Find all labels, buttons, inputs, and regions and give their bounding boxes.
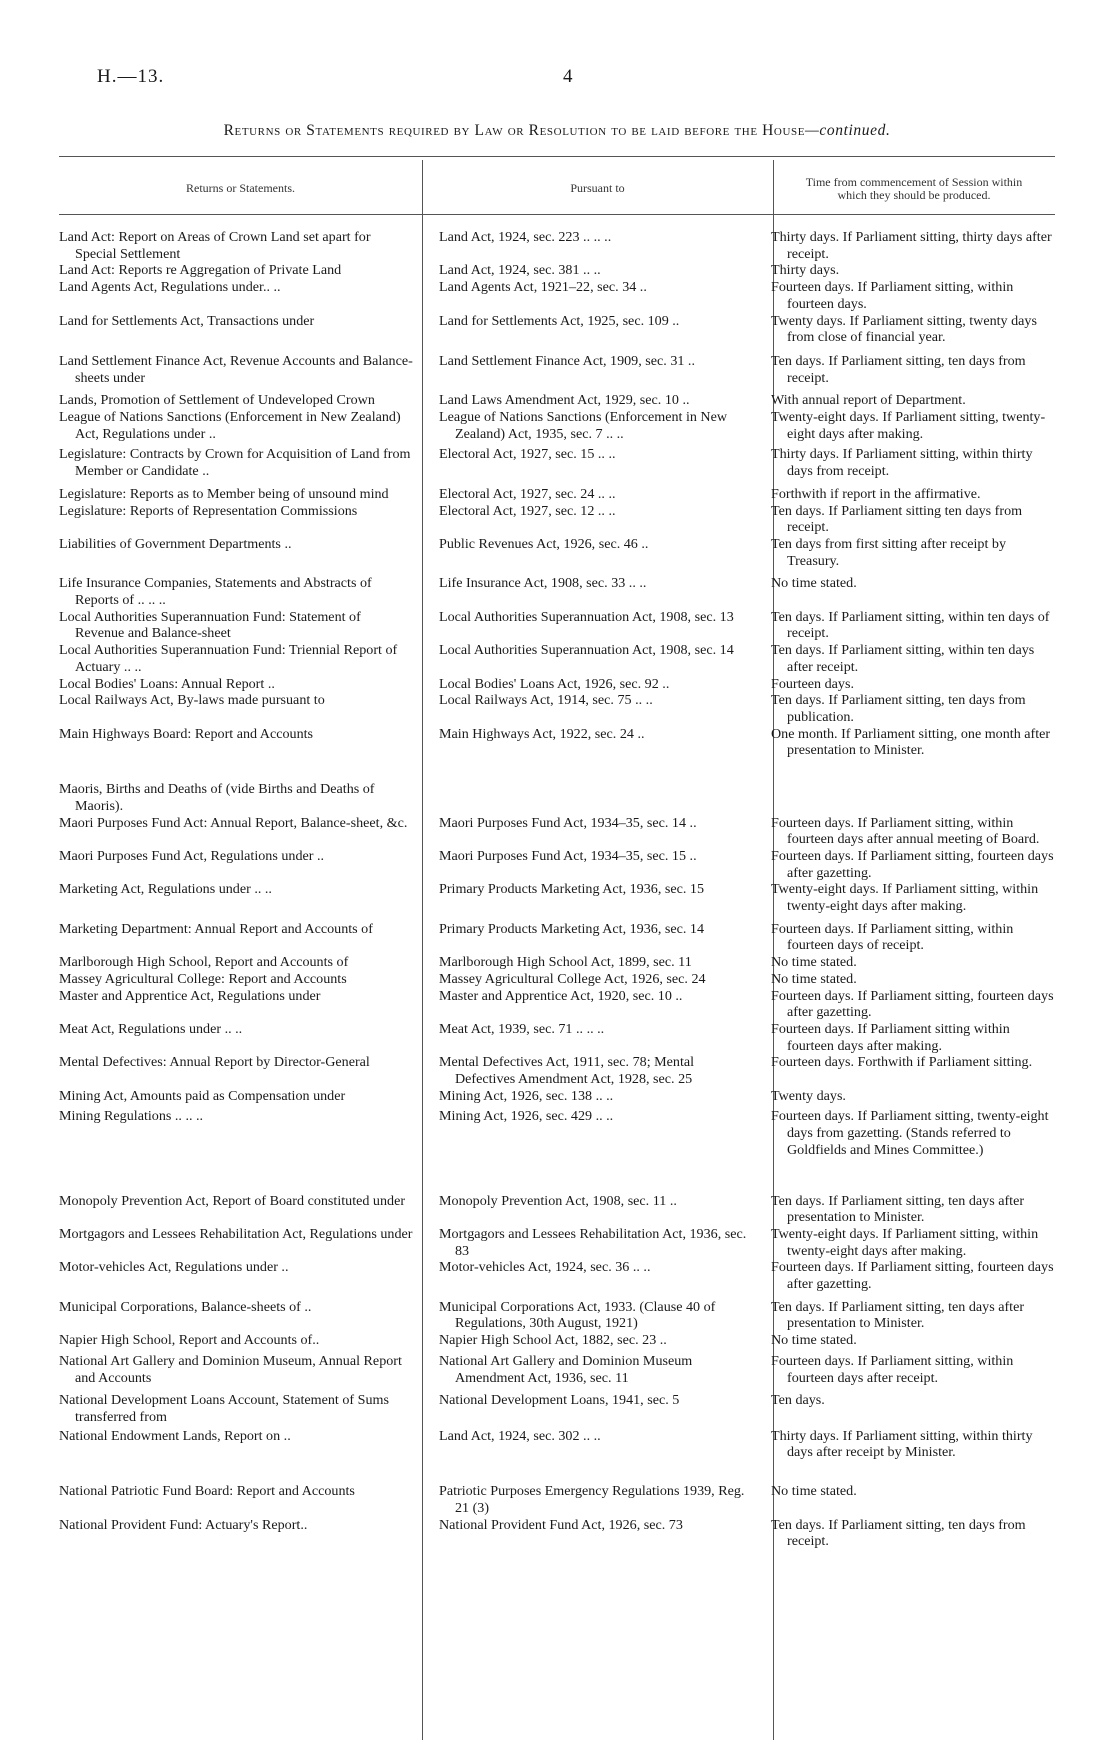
time-cell (761, 1299, 1055, 1332)
document-reference: H.—13. (97, 66, 165, 87)
pursuant-cell-text: Napier High School Act, 1882, sec. 23 .. (439, 1332, 667, 1349)
table-row (59, 409, 1055, 446)
time-cell-text: Fourteen days. If Parliament sitting, fourteen days after gazetting. (771, 1259, 1054, 1293)
returns-cell (59, 988, 427, 1021)
returns-cell-text: Mining Regulations .. .. .. (59, 1108, 204, 1125)
returns-cell-text: Maori Purposes Fund Act: Annual Report, Balance-sheet, &c. (59, 814, 408, 831)
returns-cell (59, 815, 427, 848)
returns-cell-text: Massey Agricultural College: Report and Accounts (59, 970, 347, 987)
time-cell-text: No time stated. (771, 954, 857, 971)
pursuant-cell-text: Mining Act, 1926, sec. 429 .. .. (439, 1108, 614, 1125)
time-cell (761, 642, 1055, 675)
time-cell-text: Ten days. If Parliament sitting, ten days from publication. (771, 692, 1026, 725)
returns-table (59, 229, 1055, 1550)
table-row (59, 503, 1055, 536)
time-cell-text: Ten days. If Parliament sitting, ten days from receipt. (771, 352, 1026, 386)
time-cell (761, 392, 1055, 409)
time-cell-text: Ten days. If Parliament sitting ten days from receipt. (771, 502, 1023, 536)
returns-cell (59, 575, 427, 608)
table-row (59, 536, 1055, 575)
returns-cell-text: National Patriotic Fund Board: Report and Accounts (59, 1483, 355, 1500)
returns-cell (59, 1332, 427, 1353)
page-number: 4 (563, 66, 573, 87)
time-cell (761, 815, 1055, 848)
returns-cell-text: Mining Act, Amounts paid as Compensation under (59, 1087, 346, 1104)
pursuant-cell-text: Massey Agricultural College Act, 1926, sec. 24 (439, 970, 706, 987)
time-cell-text: No time stated. (771, 970, 857, 987)
table-row (59, 1193, 1055, 1226)
time-cell (761, 609, 1055, 642)
time-cell (761, 262, 1055, 279)
returns-cell (59, 1483, 427, 1516)
time-cell (761, 1428, 1055, 1483)
pursuant-cell-text: Public Revenues Act, 1926, sec. 46 .. (439, 535, 649, 552)
time-cell (761, 486, 1055, 503)
column-header-time-line1: Time from commencement of Session within (805, 175, 1023, 189)
returns-cell-text: Marketing Department: Annual Report and Accounts of (59, 920, 373, 937)
time-cell (761, 409, 1055, 446)
pursuant-cell-text: Main Highways Act, 1922, sec. 24 .. (439, 725, 645, 742)
time-cell-text: Twenty-eight days. If Parliament sitting, twenty-eight days after making. (771, 409, 1046, 442)
header-bottom-rule (59, 214, 1055, 215)
pursuant-cell (427, 503, 761, 536)
pursuant-cell-text: Land Act, 1924, sec. 223 .. .. .. (439, 229, 612, 245)
table-row (59, 971, 1055, 988)
returns-cell-text: Local Railways Act, By-laws made pursuant to (59, 692, 325, 709)
time-cell-text: Twenty days. (771, 1087, 846, 1104)
table-row (59, 954, 1055, 971)
returns-cell-text: Lands, Promotion of Settlement of Undeveloped Crown (59, 392, 375, 409)
pursuant-cell-text: Monopoly Prevention Act, 1908, sec. 11 .. (439, 1192, 677, 1209)
table-row (59, 229, 1055, 262)
pursuant-cell (427, 692, 761, 725)
pursuant-cell (427, 1392, 761, 1427)
table-row (59, 815, 1055, 848)
pursuant-cell (427, 1088, 761, 1109)
returns-cell-text: Municipal Corporations, Balance-sheets of .. (59, 1298, 312, 1315)
returns-cell (59, 1428, 427, 1483)
time-cell-text: Twenty-eight days. If Parliament sitting, within twenty-eight days after making. (771, 881, 1039, 915)
time-cell (761, 229, 1055, 262)
title-continued: —continued. (805, 122, 891, 139)
returns-cell-text: Master and Apprentice Act, Regulations under (59, 987, 321, 1004)
pursuant-cell-text: Local Railways Act, 1914, sec. 75 .. .. (439, 692, 653, 709)
returns-cell (59, 536, 427, 575)
returns-cell (59, 676, 427, 693)
pursuant-cell (427, 1428, 761, 1483)
returns-cell-text: Land Act: Report on Areas of Crown Land set apart for Special Settlement (59, 229, 371, 262)
pursuant-cell-text: Maori Purposes Fund Act, 1934–35, sec. 14 .. (439, 814, 697, 831)
time-cell-text: Fourteen days. (771, 675, 854, 692)
table-row (59, 781, 1055, 814)
table-row (59, 848, 1055, 881)
time-cell-text: Ten days from first sitting after receipt by Treasury. (771, 535, 1007, 569)
table-row (59, 726, 1055, 781)
table-row (59, 1428, 1055, 1483)
time-cell-text: Ten days. If Parliament sitting, within ten days of receipt. (771, 608, 1050, 642)
returns-cell (59, 848, 427, 881)
returns-cell-text: Local Authorities Superannuation Fund: Statement of Revenue and Balance-sheet (59, 608, 361, 642)
table-row (59, 313, 1055, 353)
table-row (59, 1299, 1055, 1332)
table-row (59, 486, 1055, 503)
returns-cell (59, 726, 427, 781)
pursuant-cell (427, 536, 761, 575)
pursuant-cell (427, 971, 761, 988)
time-cell (761, 1353, 1055, 1392)
returns-cell (59, 642, 427, 675)
time-cell-text: Twenty days. If Parliament sitting, twenty days from close of financial year. (771, 312, 1037, 346)
time-cell (761, 1332, 1055, 1353)
time-cell (761, 1193, 1055, 1226)
pursuant-cell (427, 921, 761, 954)
table-row (59, 1332, 1055, 1353)
returns-cell-text: Life Insurance Companies, Statements and Abstracts of Reports of .. .. .. (59, 575, 372, 609)
pursuant-cell-text: Land Agents Act, 1921–22, sec. 34 .. (439, 279, 647, 296)
table-row (59, 988, 1055, 1021)
table-row (59, 1021, 1055, 1054)
time-cell (761, 1392, 1055, 1427)
pursuant-cell-text: National Provident Fund Act, 1926, sec. 73 (439, 1516, 683, 1533)
time-cell-text: Fourteen days. If Parliament sitting, fourteen days after gazetting. (771, 987, 1054, 1021)
pursuant-cell (427, 409, 761, 446)
time-cell-text: One month. If Parliament sitting, one month after presentation to Minister. (771, 725, 1051, 759)
pursuant-cell (427, 881, 761, 920)
returns-cell (59, 921, 427, 954)
pursuant-cell-text: Municipal Corporations Act, 1933. (Clause 40 of Regulations, 30th August, 1921) (439, 1298, 716, 1332)
returns-cell-text: National Art Gallery and Dominion Museum, Annual Report and Accounts (59, 1352, 402, 1386)
pursuant-cell-text: League of Nations Sanctions (Enforcement in New Zealand) Act, 1935, sec. 7 .. .. (439, 409, 728, 442)
pursuant-cell (427, 1483, 761, 1516)
time-cell (761, 1259, 1055, 1298)
pursuant-cell-text: Land Act, 1924, sec. 302 .. .. (439, 1427, 601, 1444)
pursuant-cell-text: Land Laws Amendment Act, 1929, sec. 10 .. (439, 392, 690, 409)
returns-cell (59, 409, 427, 446)
returns-cell (59, 486, 427, 503)
time-cell-text: Fourteen days. If Parliament sitting within fourteen days after making. (771, 1020, 1010, 1054)
time-cell (761, 881, 1055, 920)
time-cell-text: Thirty days. If Parliament sitting, within thirty days after receipt by Minister. (771, 1427, 1033, 1461)
pursuant-cell-text: Local Authorities Superannuation Act, 1908, sec. 13 (439, 608, 734, 625)
time-cell (761, 1483, 1055, 1516)
pursuant-cell (427, 642, 761, 675)
table-row (59, 575, 1055, 608)
time-cell-text: Fourteen days. If Parliament sitting, within fourteen days after receipt. (771, 1352, 1014, 1386)
time-cell-text: Fourteen days. Forthwith if Parliament sitting. (771, 1054, 1033, 1071)
time-cell (761, 279, 1055, 312)
returns-cell (59, 279, 427, 312)
returns-cell-text: Land for Settlements Act, Transactions under (59, 312, 315, 329)
returns-cell-text: Marketing Act, Regulations under .. .. (59, 881, 272, 898)
table-row (59, 1353, 1055, 1392)
time-cell (761, 503, 1055, 536)
table-row (59, 881, 1055, 920)
returns-cell (59, 881, 427, 920)
returns-cell-text: Motor-vehicles Act, Regulations under .. (59, 1259, 289, 1276)
returns-cell (59, 1054, 427, 1087)
returns-cell-text: National Development Loans Account, Statement of Sums transferred from (59, 1392, 389, 1425)
time-cell-text: Ten days. If Parliament sitting, ten days after presentation to Minister. (771, 1298, 1025, 1332)
pursuant-cell (427, 1021, 761, 1054)
pursuant-cell (427, 1299, 761, 1332)
table-row (59, 353, 1055, 392)
time-cell (761, 1226, 1055, 1259)
table-row (59, 1226, 1055, 1259)
time-cell-text: Thirty days. (771, 262, 840, 279)
pursuant-cell (427, 229, 761, 262)
returns-cell-text: Legislature: Contracts by Crown for Acquisition of Land from Member or Candidate .. (59, 446, 411, 480)
time-cell-text: Fourteen days. If Parliament sitting, fourteen days after gazetting. (771, 847, 1054, 881)
pursuant-cell (427, 815, 761, 848)
pursuant-cell-text: Primary Products Marketing Act, 1936, sec. 15 (439, 881, 705, 898)
table-row (59, 262, 1055, 279)
returns-cell (59, 446, 427, 485)
returns-cell-text: Land Settlement Finance Act, Revenue Accounts and Balance-sheets under (59, 352, 413, 386)
time-cell-text: No time stated. (771, 1483, 857, 1500)
column-header-returns: Returns or Statements. (186, 181, 295, 195)
time-cell-text: No time stated. (771, 575, 857, 592)
returns-cell (59, 1392, 427, 1427)
returns-cell (59, 954, 427, 971)
pursuant-cell (427, 1193, 761, 1226)
returns-cell-text: Maori Purposes Fund Act, Regulations under .. (59, 847, 325, 864)
table-row (59, 279, 1055, 312)
pursuant-cell (427, 1259, 761, 1298)
pursuant-cell (427, 279, 761, 312)
time-cell-text: Thirty days. If Parliament sitting, thirty days after receipt. (771, 229, 1052, 262)
returns-cell-text: Mental Defectives: Annual Report by Director-General (59, 1054, 370, 1071)
returns-cell-text: Meat Act, Regulations under .. .. (59, 1020, 243, 1037)
returns-cell (59, 1299, 427, 1332)
time-cell-text: Ten days. (771, 1392, 825, 1409)
column-header-pursuant: Pursuant to (570, 181, 625, 195)
returns-cell-text: Napier High School, Report and Accounts of.. (59, 1332, 320, 1349)
pursuant-cell-text: Maori Purposes Fund Act, 1934–35, sec. 15 .. (439, 847, 697, 864)
time-cell-text: Fourteen days. If Parliament sitting, within fourteen days after annual meeting of Board. (771, 814, 1040, 848)
pursuant-cell (427, 353, 761, 392)
table-row (59, 676, 1055, 693)
time-cell (761, 988, 1055, 1021)
title-main: Returns or Statements required by Law or Resolution to be laid before the House (223, 122, 806, 139)
time-cell (761, 1108, 1055, 1192)
table-row (59, 1392, 1055, 1427)
returns-cell (59, 353, 427, 392)
pursuant-cell (427, 1353, 761, 1392)
pursuant-cell (427, 1108, 761, 1192)
table-row (59, 1108, 1055, 1192)
table-row (59, 1259, 1055, 1298)
pursuant-cell-text: Mortgagors and Lessees Rehabilitation Act, 1936, sec. 83 (439, 1225, 747, 1259)
time-cell (761, 676, 1055, 693)
time-cell (761, 726, 1055, 781)
column-header-time (773, 176, 1055, 202)
time-cell-text: Forthwith if report in the affirmative. (771, 485, 981, 502)
time-cell-text: Fourteen days. If Parliament sitting, within fourteen days. (771, 279, 1014, 312)
pursuant-cell-text: Electoral Act, 1927, sec. 12 .. .. (439, 502, 616, 519)
time-cell-text: Twenty-eight days. If Parliament sitting, within twenty-eight days after making. (771, 1225, 1039, 1259)
time-cell-text: Ten days. If Parliament sitting, ten days after presentation to Minister. (771, 1192, 1025, 1226)
returns-cell (59, 609, 427, 642)
pursuant-cell-text: Land for Settlements Act, 1925, sec. 109 .. (439, 312, 680, 329)
header-top-rule (59, 156, 1055, 157)
time-cell (761, 954, 1055, 971)
returns-cell-text: Legislature: Reports as to Member being of unsound mind (59, 485, 389, 502)
pursuant-cell-text: Mental Defectives Act, 1911, sec. 78; Mental Defectives Amendment Act, 1928, sec. 25 (439, 1054, 695, 1088)
time-cell (761, 446, 1055, 485)
returns-cell-text: Mortgagors and Lessees Rehabilitation Act, Regulations under (59, 1225, 413, 1242)
pursuant-cell-text: National Development Loans, 1941, sec. 5 (439, 1392, 680, 1409)
pursuant-cell (427, 262, 761, 279)
returns-cell (59, 1226, 427, 1259)
pursuant-cell-text: Meat Act, 1939, sec. 71 .. .. .. (439, 1020, 605, 1037)
pursuant-cell-text: Electoral Act, 1927, sec. 15 .. .. (439, 446, 616, 463)
pursuant-cell-text: Local Bodies' Loans Act, 1926, sec. 92 .. (439, 675, 670, 692)
pursuant-cell-text: Land Settlement Finance Act, 1909, sec. 31 .. (439, 352, 695, 369)
time-cell-text: With annual report of Department. (771, 392, 966, 409)
time-cell-text: Ten days. If Parliament sitting, ten days from receipt. (771, 1516, 1026, 1550)
returns-cell (59, 1021, 427, 1054)
returns-cell (59, 1088, 427, 1109)
returns-cell-text: Marlborough High School, Report and Accounts of (59, 954, 349, 971)
table-row (59, 642, 1055, 675)
pursuant-cell (427, 676, 761, 693)
returns-cell (59, 229, 427, 262)
table-row (59, 446, 1055, 485)
returns-cell-text: Legislature: Reports of Representation Commissions (59, 502, 358, 519)
returns-cell-text: Main Highways Board: Report and Accounts (59, 725, 314, 742)
pursuant-cell (427, 848, 761, 881)
pursuant-cell-text: Marlborough High School Act, 1899, sec. 11 (439, 954, 692, 971)
time-cell (761, 575, 1055, 608)
column-header-time-line2: which they should be produced. (837, 188, 991, 202)
pursuant-cell (427, 954, 761, 971)
time-cell (761, 848, 1055, 881)
page-title (0, 122, 1114, 140)
pursuant-cell (427, 988, 761, 1021)
returns-cell-text: Land Act: Reports re Aggregation of Private Land (59, 262, 342, 279)
pursuant-cell (427, 1517, 761, 1550)
pursuant-cell-text: Local Authorities Superannuation Act, 1908, sec. 14 (439, 642, 734, 659)
returns-cell (59, 971, 427, 988)
time-cell (761, 1054, 1055, 1087)
table-row (59, 921, 1055, 954)
returns-cell-text: Maoris, Births and Deaths of (vide Births and Deaths of Maoris). (59, 781, 375, 814)
table-row (59, 609, 1055, 642)
pursuant-cell (427, 446, 761, 485)
pursuant-cell (427, 781, 761, 814)
time-cell (761, 1088, 1055, 1109)
returns-cell (59, 313, 427, 353)
pursuant-cell (427, 1226, 761, 1259)
pursuant-cell (427, 1332, 761, 1353)
pursuant-cell (427, 575, 761, 608)
time-cell (761, 536, 1055, 575)
returns-cell-text: Monopoly Prevention Act, Report of Board constituted under (59, 1192, 406, 1209)
returns-cell (59, 1353, 427, 1392)
pursuant-cell-text: Motor-vehicles Act, 1924, sec. 36 .. .. (439, 1259, 651, 1276)
returns-cell-text: National Endowment Lands, Report on .. (59, 1427, 291, 1444)
time-cell (761, 1021, 1055, 1054)
pursuant-cell (427, 313, 761, 353)
returns-cell (59, 1108, 427, 1192)
pursuant-cell-text: Electoral Act, 1927, sec. 24 .. .. (439, 485, 616, 502)
time-cell (761, 921, 1055, 954)
returns-cell (59, 692, 427, 725)
returns-table-body (59, 229, 1055, 1550)
time-cell (761, 313, 1055, 353)
table-row (59, 1517, 1055, 1550)
time-cell (761, 692, 1055, 725)
time-cell (761, 781, 1055, 814)
returns-cell-text: Local Authorities Superannuation Fund: Triennial Report of Actuary .. .. (59, 642, 398, 675)
time-cell-text: Fourteen days. If Parliament sitting, twenty-eight days from gazetting. (Stands referred to Goldfields and Mines Committee.) (771, 1108, 1049, 1158)
table-row (59, 1088, 1055, 1109)
table-row (59, 692, 1055, 725)
pursuant-cell-text: Land Act, 1924, sec. 381 .. .. (439, 262, 601, 279)
returns-cell-text: League of Nations Sanctions (Enforcement in New Zealand) Act, Regulations under .. (59, 409, 401, 442)
pursuant-cell (427, 392, 761, 409)
table-row (59, 1054, 1055, 1087)
returns-cell (59, 1193, 427, 1226)
pursuant-cell-text: Master and Apprentice Act, 1920, sec. 10 .. (439, 987, 683, 1004)
returns-cell (59, 262, 427, 279)
time-cell-text: No time stated. (771, 1332, 857, 1349)
returns-cell (59, 1259, 427, 1298)
pursuant-cell (427, 609, 761, 642)
returns-cell-text: Land Agents Act, Regulations under.. .. (59, 279, 281, 296)
returns-cell-text: Liabilities of Government Departments .. (59, 535, 292, 552)
returns-cell (59, 781, 427, 814)
time-cell-text: Fourteen days. If Parliament sitting, within fourteen days of receipt. (771, 920, 1014, 954)
time-cell (761, 971, 1055, 988)
table-row (59, 392, 1055, 409)
pursuant-cell-text: Life Insurance Act, 1908, sec. 33 .. .. (439, 575, 647, 592)
time-cell-text: Thirty days. If Parliament sitting, within thirty days from receipt. (771, 446, 1033, 480)
returns-cell (59, 392, 427, 409)
time-cell-text: Ten days. If Parliament sitting, within ten days after receipt. (771, 642, 1035, 675)
returns-cell-text: National Provident Fund: Actuary's Report.. (59, 1516, 308, 1533)
returns-cell (59, 503, 427, 536)
pursuant-cell-text: Patriotic Purposes Emergency Regulations 1939, Reg. 21 (3) (439, 1483, 745, 1516)
pursuant-cell (427, 726, 761, 781)
pursuant-cell-text: Primary Products Marketing Act, 1936, sec. 14 (439, 920, 705, 937)
time-cell (761, 1517, 1055, 1550)
returns-cell-text: Local Bodies' Loans: Annual Report .. (59, 675, 275, 692)
time-cell (761, 353, 1055, 392)
table-row (59, 1483, 1055, 1516)
pursuant-cell (427, 1054, 761, 1087)
pursuant-cell (427, 486, 761, 503)
pursuant-cell-text: Mining Act, 1926, sec. 138 .. .. (439, 1087, 614, 1104)
pursuant-cell-text: National Art Gallery and Dominion Museum Amendment Act, 1936, sec. 11 (439, 1352, 693, 1386)
returns-cell (59, 1517, 427, 1550)
